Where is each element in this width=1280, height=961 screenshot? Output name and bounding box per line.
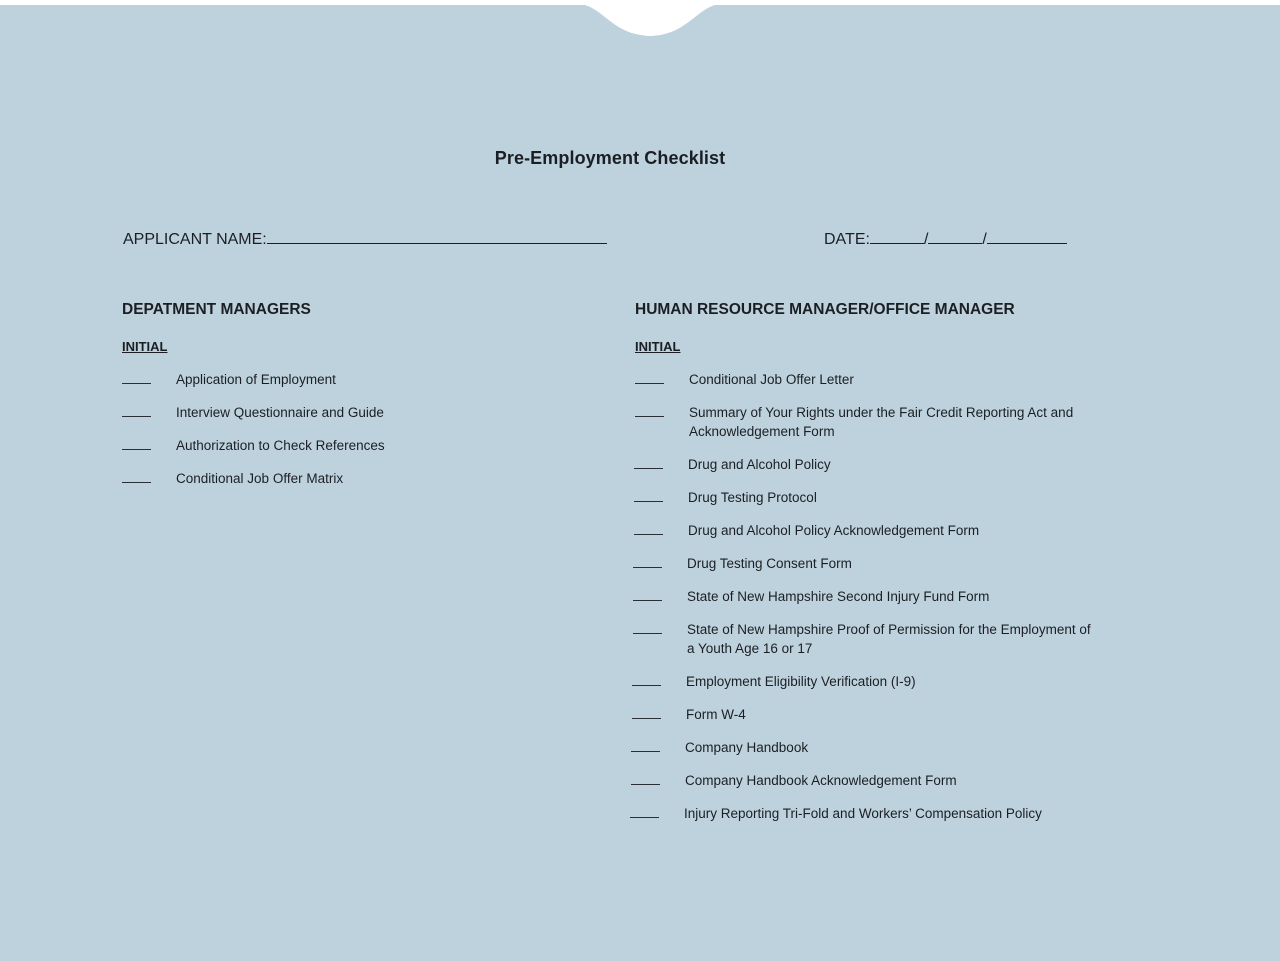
initial-blank[interactable]	[632, 707, 661, 719]
initial-blank[interactable]	[634, 457, 663, 469]
checklist-item-label: Company Handbook	[685, 740, 809, 755]
initial-blank[interactable]	[631, 740, 660, 752]
date-year-input[interactable]	[987, 227, 1067, 244]
initial-blank[interactable]	[633, 622, 662, 634]
checklist-item	[630, 370, 1100, 389]
checklist-item-label: State of New Hampshire Second Injury Fund Form	[687, 589, 990, 604]
checklist-item	[630, 488, 1100, 507]
checklist-item	[122, 436, 602, 455]
checklist-item	[630, 403, 1100, 441]
date-month-input[interactable]	[870, 227, 924, 244]
date-field	[824, 227, 1067, 249]
checklist-item-label: Drug Testing Protocol	[688, 490, 817, 505]
checklist-item-label: Form W-4	[686, 707, 746, 722]
date-separator: /	[982, 231, 987, 248]
checklist-item-label: Interview Questionnaire and Guide	[176, 405, 384, 420]
hr-office-manager-section	[630, 301, 1100, 837]
page-title: Pre-Employment Checklist	[494, 148, 726, 168]
checklist-item-label: Conditional Job Offer Letter	[689, 372, 854, 387]
initial-blank[interactable]	[633, 556, 662, 568]
checklist-item	[630, 705, 1100, 724]
checklist-item-label: Authorization to Check References	[176, 438, 385, 453]
initial-column-label: INITIAL	[122, 339, 168, 354]
checklist-item-label: Application of Employment	[176, 372, 336, 387]
checklist-item-label: Drug Testing Consent Form	[687, 556, 852, 571]
checklist-item-label: Drug and Alcohol Policy Acknowledgement Form	[688, 523, 980, 538]
date-label: DATE:	[824, 231, 870, 248]
checklist-item-label: Drug and Alcohol Policy	[688, 457, 831, 472]
checklist-item	[630, 554, 1100, 573]
checklist-item-label: Summary of Your Rights under the Fair Credit Reporting Act and Acknowledgement Form	[689, 405, 1074, 439]
checklist-item-label: Conditional Job Offer Matrix	[176, 471, 344, 486]
date-separator: /	[923, 231, 929, 248]
initial-blank[interactable]	[122, 372, 151, 384]
initial-blank[interactable]	[633, 589, 662, 601]
checklist-item	[630, 771, 1100, 790]
folder-thumb-notch	[585, 5, 715, 37]
file-folder-sheet	[0, 5, 1280, 961]
initial-blank[interactable]	[634, 523, 663, 535]
checklist-item-label: Employment Eligibility Verification (I-9)	[686, 674, 916, 689]
department-managers-section	[122, 301, 602, 502]
checklist-item-label: State of New Hampshire Proof of Permission for the Employment of a Youth Age 16 or 17	[687, 622, 1091, 656]
checklist-item	[630, 804, 1100, 823]
checklist-item	[630, 455, 1100, 474]
checklist-item	[630, 672, 1100, 691]
applicant-name-input[interactable]	[267, 227, 607, 244]
section-heading: DEPATMENT MANAGERS	[122, 301, 311, 318]
initial-blank[interactable]	[122, 438, 151, 450]
applicant-name-label: APPLICANT NAME:	[123, 231, 267, 248]
initial-blank[interactable]	[122, 471, 151, 483]
date-day-input[interactable]	[928, 227, 982, 244]
section-heading: HUMAN RESOURCE MANAGER/OFFICE MANAGER	[635, 301, 1015, 318]
initial-blank[interactable]	[631, 773, 660, 785]
checklist-item	[122, 469, 602, 488]
checklist-item-label: Injury Reporting Tri-Fold and Workers’ Compensation Policy	[684, 806, 1042, 821]
checklist-item	[630, 620, 1100, 658]
initial-blank[interactable]	[635, 405, 664, 417]
checklist-item	[630, 521, 1100, 540]
initial-blank[interactable]	[634, 490, 663, 502]
initial-blank[interactable]	[122, 405, 151, 417]
initial-blank[interactable]	[630, 806, 659, 818]
initial-column-label: INITIAL	[635, 339, 681, 354]
checklist-item	[630, 738, 1100, 757]
checklist-item	[122, 403, 602, 422]
checklist-item-label: Company Handbook Acknowledgement Form	[685, 773, 957, 788]
checklist-item	[122, 370, 602, 389]
checklist-item	[630, 587, 1100, 606]
initial-blank[interactable]	[632, 674, 661, 686]
initial-blank[interactable]	[635, 372, 664, 384]
applicant-name-field	[123, 227, 607, 249]
